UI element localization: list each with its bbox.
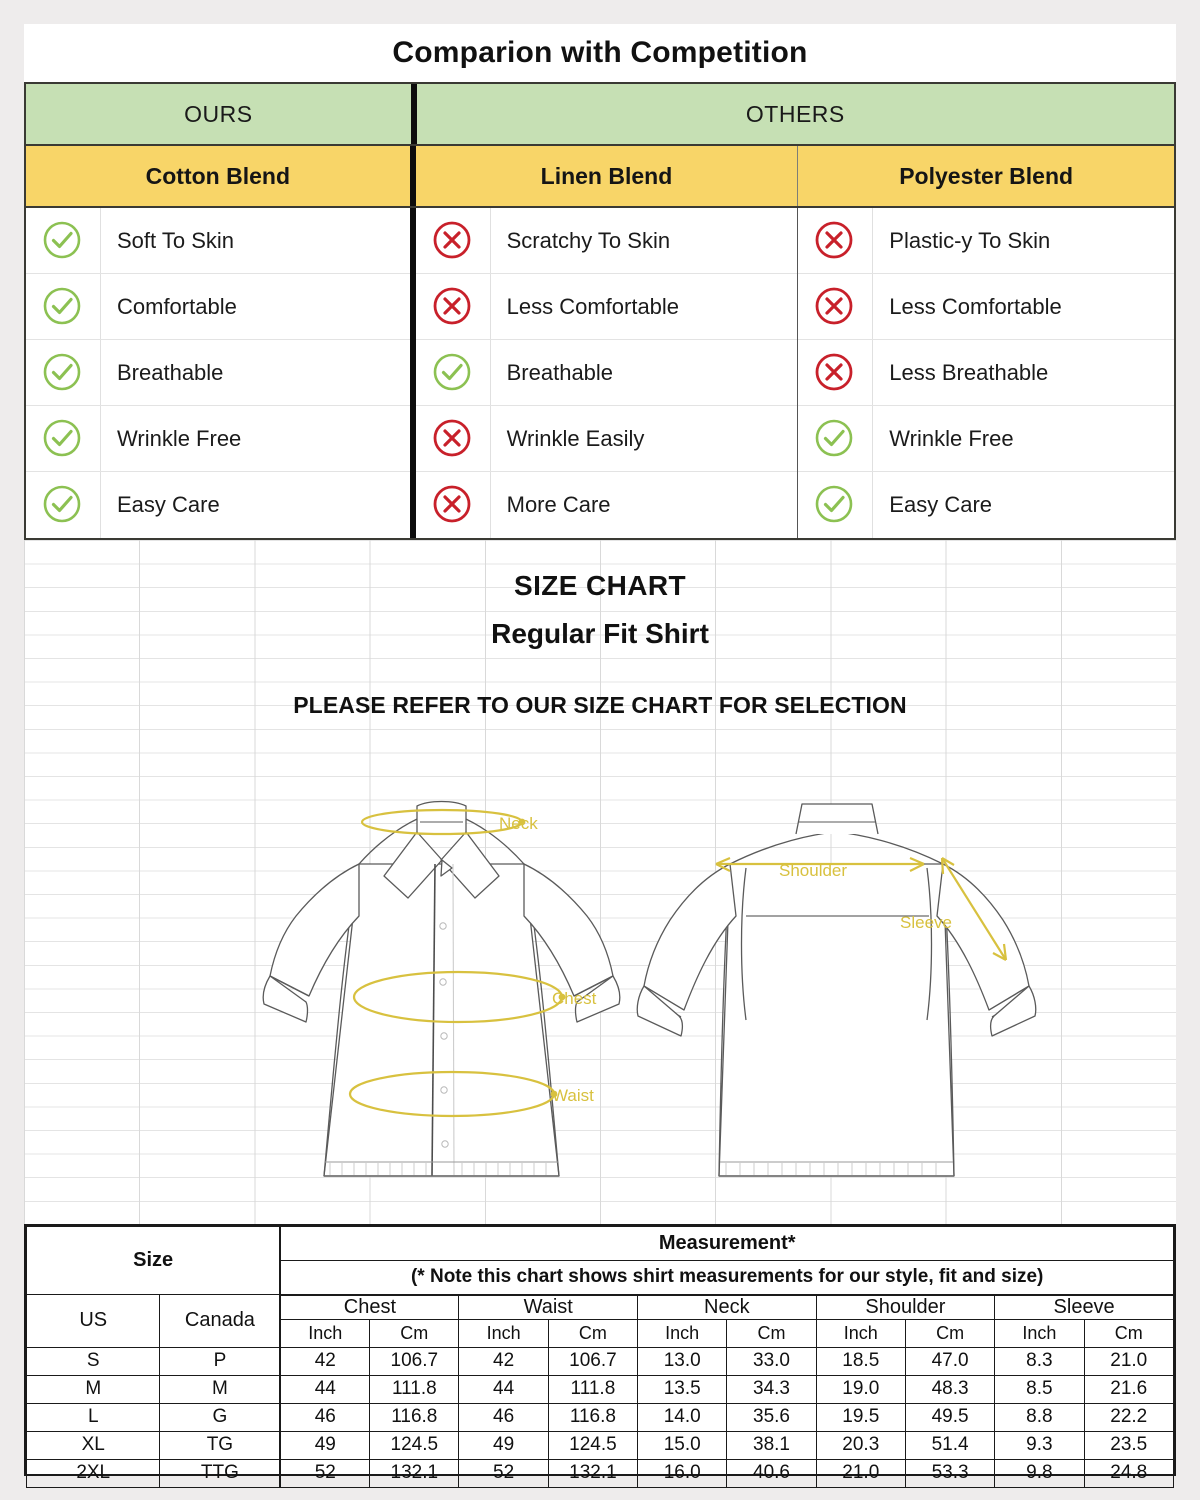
cell-divider xyxy=(872,274,873,339)
chest-label: Chest xyxy=(552,989,597,1008)
measurement-table xyxy=(24,1224,1176,1483)
cell-divider xyxy=(872,340,873,405)
cross-icon xyxy=(432,286,474,328)
feature-label: Plastic-y To Skin xyxy=(889,227,1051,253)
unit-header-cm: Cm xyxy=(727,1319,816,1347)
cell-us: S xyxy=(27,1347,160,1375)
cell-divider xyxy=(100,274,101,339)
table-header-row-1 xyxy=(27,1227,1174,1261)
cell-divider xyxy=(872,406,873,471)
cell-divider xyxy=(100,208,101,273)
cell-waist-inch: 49 xyxy=(459,1431,548,1459)
cell-canada: TTG xyxy=(160,1459,280,1487)
unit-header-cm: Cm xyxy=(370,1319,459,1347)
table-row xyxy=(27,1431,1174,1459)
cell-divider xyxy=(872,208,873,273)
cell-shoulder-cm: 48.3 xyxy=(905,1375,994,1403)
unit-header-cm: Cm xyxy=(548,1319,637,1347)
feature-row xyxy=(26,472,410,538)
feature-row xyxy=(26,406,410,472)
unit-header-inch: Inch xyxy=(638,1319,727,1347)
group-header-waist: Waist xyxy=(459,1295,638,1320)
spreadsheet-sheet xyxy=(24,24,1176,1483)
table-row xyxy=(27,1459,1174,1487)
cell-canada: M xyxy=(160,1375,280,1403)
cross-icon xyxy=(432,484,474,526)
cell-us: M xyxy=(27,1375,160,1403)
cell-canada: P xyxy=(160,1347,280,1375)
waist-label: Waist xyxy=(552,1086,594,1105)
cell-neck-inch: 15.0 xyxy=(638,1431,727,1459)
cell-neck-cm: 38.1 xyxy=(727,1431,816,1459)
cell-sleeve-inch: 8.5 xyxy=(995,1375,1084,1403)
cell-divider xyxy=(100,340,101,405)
cross-icon xyxy=(814,286,856,328)
column-header-linen: Linen Blend xyxy=(416,146,798,208)
column-header-canada: Canada xyxy=(160,1295,280,1348)
cell-sleeve-cm: 23.5 xyxy=(1084,1431,1173,1459)
page-title: Comparion with Competition xyxy=(24,24,1176,82)
cell-us: XL xyxy=(27,1431,160,1459)
group-header-others: OTHERS xyxy=(417,84,1174,146)
feature-label: Easy Care xyxy=(117,492,220,517)
cell-divider xyxy=(100,472,101,538)
cell-shoulder-cm: 51.4 xyxy=(905,1431,994,1459)
cell-chest-inch: 49 xyxy=(280,1431,369,1459)
unit-header-inch: Inch xyxy=(995,1319,1084,1347)
cell-chest-inch: 42 xyxy=(280,1347,369,1375)
cell-waist-cm: 106.7 xyxy=(548,1347,637,1375)
cell-shoulder-inch: 19.0 xyxy=(816,1375,905,1403)
feature-label: Easy Care xyxy=(889,492,993,517)
check-icon xyxy=(42,352,84,394)
cell-waist-inch: 52 xyxy=(459,1459,548,1487)
feature-label: Less Comfortable xyxy=(506,293,680,319)
cell-sleeve-cm: 22.2 xyxy=(1084,1403,1173,1431)
comparison-column-header-row xyxy=(26,146,1174,208)
check-icon xyxy=(432,352,474,394)
cross-icon xyxy=(432,418,474,460)
unit-header-inch: Inch xyxy=(280,1319,369,1347)
sleeve-label: Sleeve xyxy=(900,913,952,932)
feature-row xyxy=(416,472,798,538)
cell-chest-cm: 116.8 xyxy=(370,1403,459,1431)
table-header-row-3 xyxy=(27,1295,1174,1320)
size-chart-title: SIZE CHART xyxy=(514,570,686,601)
check-icon xyxy=(42,286,84,328)
feature-row xyxy=(26,208,410,274)
cell-sleeve-inch: 8.3 xyxy=(995,1347,1084,1375)
feature-label: Wrinkle Easily xyxy=(506,425,645,451)
check-icon xyxy=(42,220,84,262)
group-header-sleeve: Sleeve xyxy=(995,1295,1174,1320)
cell-chest-cm: 132.1 xyxy=(370,1459,459,1487)
cell-us: 2XL xyxy=(27,1459,160,1487)
cell-waist-cm: 116.8 xyxy=(548,1403,637,1431)
cell-shoulder-inch: 20.3 xyxy=(816,1431,905,1459)
cell-shoulder-inch: 21.0 xyxy=(816,1459,905,1487)
cell-us: L xyxy=(27,1403,160,1431)
size-chart-note: PLEASE REFER TO OUR SIZE CHART FOR SELECTION xyxy=(293,692,907,718)
check-icon xyxy=(42,418,84,460)
feature-label: Breathable xyxy=(117,359,224,385)
unit-header-cm: Cm xyxy=(905,1319,994,1347)
cell-shoulder-inch: 18.5 xyxy=(816,1347,905,1375)
cell-canada: TG xyxy=(160,1431,280,1459)
cross-icon xyxy=(814,352,856,394)
cell-divider xyxy=(490,340,491,405)
cell-neck-cm: 35.6 xyxy=(727,1403,816,1431)
feature-label: Comfortable xyxy=(117,293,237,319)
check-icon xyxy=(42,484,84,526)
shirt-back-illustration xyxy=(637,804,1036,1176)
feature-label: Breathable xyxy=(506,359,614,385)
cell-sleeve-inch: 9.8 xyxy=(995,1459,1084,1487)
table-row xyxy=(27,1403,1174,1431)
neck-label: Neck xyxy=(499,814,538,833)
cell-neck-cm: 40.6 xyxy=(727,1459,816,1487)
cell-neck-inch: 13.5 xyxy=(638,1375,727,1403)
cell-sleeve-inch: 8.8 xyxy=(995,1403,1084,1431)
column-header-cotton: Cotton Blend xyxy=(26,146,410,208)
cell-sleeve-cm: 21.0 xyxy=(1084,1347,1173,1375)
measurement-note: (* Note this chart shows shirt measurements for our style, fit and size) xyxy=(280,1261,1173,1295)
feature-label: Less Breathable xyxy=(889,359,1049,385)
column-header-polyester: Polyester Blend xyxy=(798,146,1174,208)
group-header-chest: Chest xyxy=(280,1295,459,1320)
comparison-body xyxy=(26,208,1174,538)
cell-chest-inch: 46 xyxy=(280,1403,369,1431)
cell-waist-inch: 46 xyxy=(459,1403,548,1431)
unit-header-inch: Inch xyxy=(816,1319,905,1347)
feature-row xyxy=(416,208,798,274)
feature-label: More Care xyxy=(506,492,611,517)
column-header-us: US xyxy=(27,1295,160,1348)
feature-column-cotton xyxy=(26,208,410,538)
cell-divider xyxy=(490,472,491,538)
feature-row xyxy=(798,472,1174,538)
shirt-diagram xyxy=(24,764,1176,1204)
cell-sleeve-cm: 24.8 xyxy=(1084,1459,1173,1487)
feature-label: Scratchy To Skin xyxy=(506,227,671,253)
unit-header-cm: Cm xyxy=(1084,1319,1173,1347)
check-icon xyxy=(814,484,856,526)
comparison-group-header-row xyxy=(26,84,1174,146)
feature-row xyxy=(26,274,410,340)
cell-waist-cm: 111.8 xyxy=(548,1375,637,1403)
feature-label: Wrinkle Free xyxy=(117,425,242,451)
cell-shoulder-cm: 53.3 xyxy=(905,1459,994,1487)
cell-chest-cm: 106.7 xyxy=(370,1347,459,1375)
feature-column-polyester xyxy=(798,208,1174,538)
cell-divider xyxy=(490,274,491,339)
feature-row xyxy=(416,406,798,472)
cell-divider xyxy=(872,472,873,538)
cell-chest-cm: 124.5 xyxy=(370,1431,459,1459)
cell-divider xyxy=(490,406,491,471)
cell-sleeve-inch: 9.3 xyxy=(995,1431,1084,1459)
check-icon xyxy=(814,418,856,460)
feature-column-linen xyxy=(416,208,798,538)
cell-waist-cm: 124.5 xyxy=(548,1431,637,1459)
cell-chest-inch: 52 xyxy=(280,1459,369,1487)
cell-waist-inch: 42 xyxy=(459,1347,548,1375)
cell-sleeve-cm: 21.6 xyxy=(1084,1375,1173,1403)
cell-chest-cm: 111.8 xyxy=(370,1375,459,1403)
cell-canada: G xyxy=(160,1403,280,1431)
cell-waist-cm: 132.1 xyxy=(548,1459,637,1487)
feature-label: Less Comfortable xyxy=(889,293,1062,319)
cell-neck-inch: 14.0 xyxy=(638,1403,727,1431)
cell-shoulder-cm: 47.0 xyxy=(905,1347,994,1375)
cell-neck-cm: 33.0 xyxy=(727,1347,816,1375)
cell-neck-cm: 34.3 xyxy=(727,1375,816,1403)
cell-neck-inch: 13.0 xyxy=(638,1347,727,1375)
group-header-neck: Neck xyxy=(638,1295,817,1320)
feature-row xyxy=(416,274,798,340)
shoulder-label: Shoulder xyxy=(779,861,848,880)
cell-divider xyxy=(490,208,491,273)
feature-row xyxy=(26,340,410,406)
cell-divider xyxy=(100,406,101,471)
group-header-shoulder: Shoulder xyxy=(816,1295,995,1320)
feature-row xyxy=(798,274,1174,340)
feature-row xyxy=(798,208,1174,274)
size-chart-subtitle: Regular Fit Shirt xyxy=(491,618,709,649)
unit-header-inch: Inch xyxy=(459,1319,548,1347)
table-row xyxy=(27,1347,1174,1375)
measurement-header: Measurement* xyxy=(280,1227,1173,1261)
size-header: Size xyxy=(27,1227,281,1295)
cross-icon xyxy=(432,220,474,262)
feature-row xyxy=(798,406,1174,472)
table-row xyxy=(27,1375,1174,1403)
cross-icon xyxy=(814,220,856,262)
comparison-table xyxy=(24,82,1176,540)
feature-row xyxy=(798,340,1174,406)
cell-shoulder-cm: 49.5 xyxy=(905,1403,994,1431)
cell-neck-inch: 16.0 xyxy=(638,1459,727,1487)
cell-chest-inch: 44 xyxy=(280,1375,369,1403)
cell-waist-inch: 44 xyxy=(459,1375,548,1403)
group-header-ours: OURS xyxy=(26,84,411,146)
feature-row xyxy=(416,340,798,406)
feature-label: Wrinkle Free xyxy=(889,425,1014,451)
feature-label: Soft To Skin xyxy=(117,227,234,253)
cell-shoulder-inch: 19.5 xyxy=(816,1403,905,1431)
